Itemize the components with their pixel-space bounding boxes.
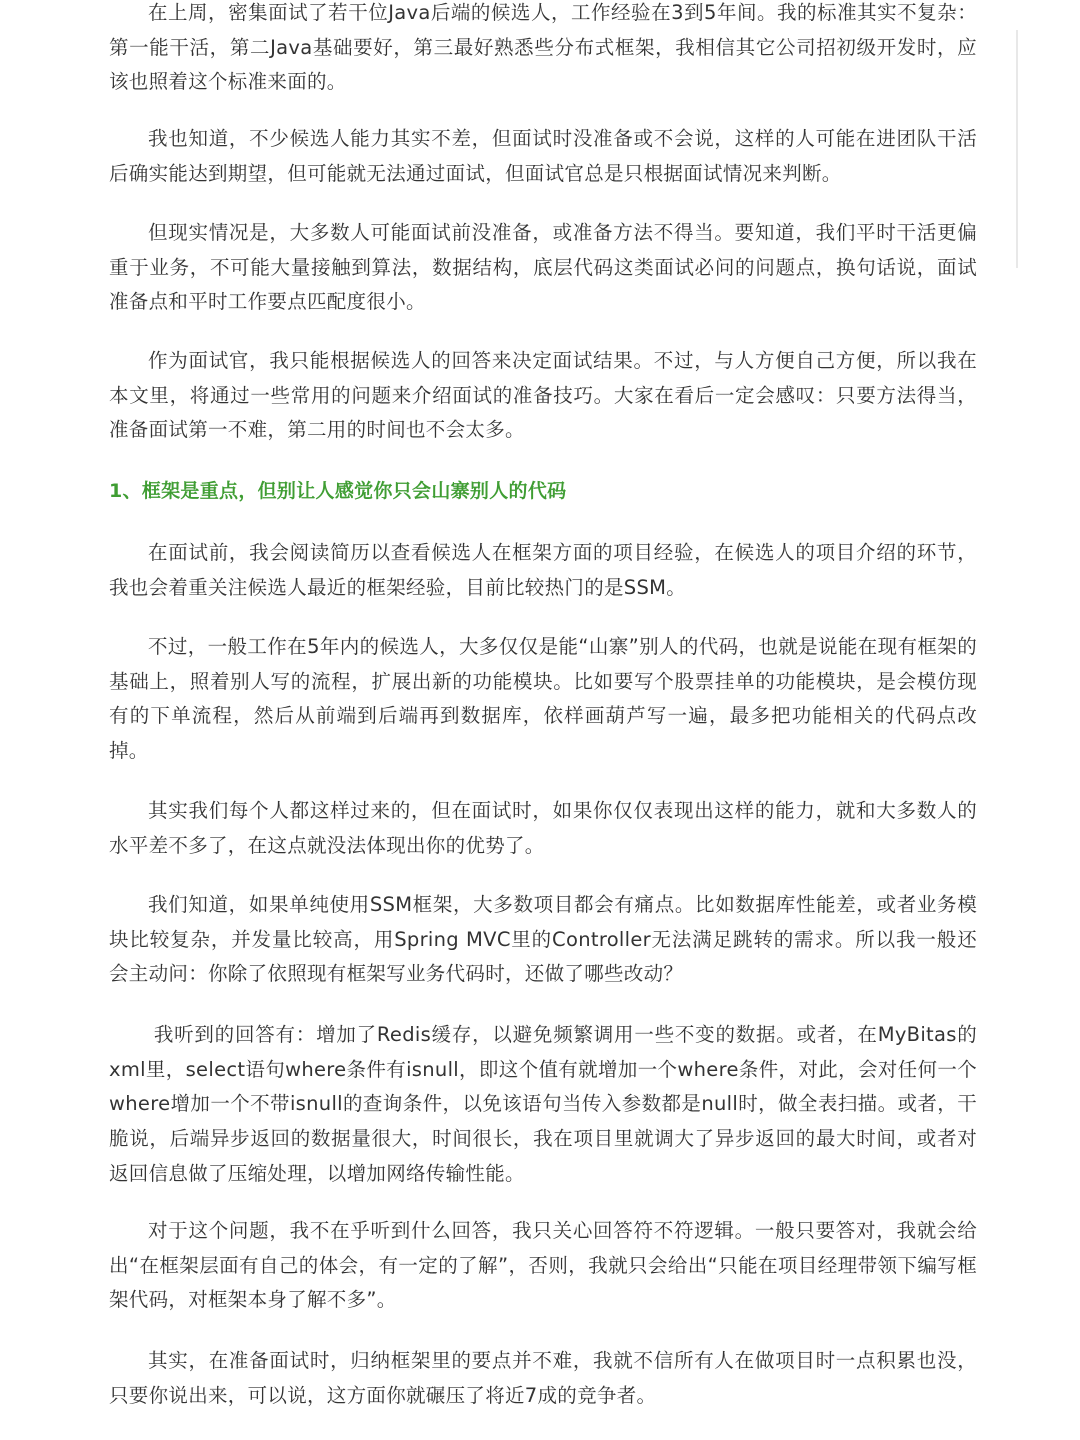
paragraph-reality: 但现实情况是，大多数人可能面试前没准备，或准备方法不得当。要知道，我们平时干活更偏重于业务，不可能大量接触到算法，数据结构，底层代码这类面试必问的问题点，换句话说，面试准备点和平时工作要点匹配度很小。 <box>109 221 977 314</box>
paragraph-resume: 在面试前，我会阅读简历以查看候选人在框架方面的项目经验，在候选人的项目介绍的环节，我也会着重关注候选人最近的框架经验，目前比较热门的是SSM。 <box>109 541 977 599</box>
paragraph-intro: 在上周，密集面试了若干位Java后端的候选人，工作经验在3到5年间。我的标准其实不复杂：第一能干活，第二Java基础要好，第三最好熟悉些分布式框架，我相信其它公司招初级开发时，应该也照着这个标准来面的。 <box>109 1 977 94</box>
paragraph-everyone: 其实我们每个人都这样过来的，但在面试时，如果你仅仅表现出这样的能力，就和大多数人的水平差不多了，在这点就没法体现出你的优势了。 <box>109 799 977 857</box>
paragraph-answers: 我听到的回答有：增加了Redis缓存，以避免频繁调用一些不变的数据。或者，在MyBitas的xml里，select语句where条件有isnull，即这个值有就增加一个where条件，对此，会对任何一个where增加一个不带isnull的查询条件，以免该语句当传入参数都是null时，做全表扫描。或者，干脆说，后端异步返回的数据量很大，时间很长，我在项目里就调大了异步返回的最大时间，或者对返回信息做了压缩处理，以增加网络传输性能。 <box>109 1023 977 1185</box>
section-heading-frameworks: 1、框架是重点，但别让人感觉你只会山寨别人的代码 <box>109 480 567 502</box>
paragraph-conclusion: 其实，在准备面试时，归纳框架里的要点并不难，我就不信所有人在做项目时一点积累也没，只要你说出来，可以说，这方面你就碾压了将近7成的竞争者。 <box>109 1349 977 1407</box>
scrollbar-track[interactable] <box>1016 30 1018 268</box>
paragraph-ssm-pain-points: 我们知道，如果单纯使用SSM框架，大多数项目都会有痛点。比如数据库性能差，或者业务模块比较复杂，并发量比较高，用Spring MVC里的Controller无法满足跳转的需求。所以我一般还会主动问：你除了依照现有框架写业务代码时，还做了哪些改动？ <box>109 893 977 986</box>
paragraph-copycat: 不过，一般工作在5年内的候选人，大多仅仅是能“山寨”别人的代码，也就是说能在现有框架的基础上，照着别人写的流程，扩展出新的功能模块。比如要写个股票挂单的功能模块，是会模仿现有的下单流程，然后从前端到后端再到数据库，依样画葫芦写一遍，最多把功能相关的代码点改掉。 <box>109 635 977 763</box>
paragraph-interviewer: 作为面试官，我只能根据候选人的回答来决定面试结果。不过，与人方便自己方便，所以我在本文里，将通过一些常用的问题来介绍面试的准备技巧。大家在看后一定会感叹：只要方法得当，准备面试第一不难，第二用的时间也不会太多。 <box>109 349 977 442</box>
paragraph-logic: 对于这个问题，我不在乎听到什么回答，我只关心回答符不符逻辑。一般只要答对，我就会给出“在框架层面有自己的体会，有一定的了解”，否则，我就只会给出“只能在项目经理带领下编写框架代码，对框架本身了解不多”。 <box>109 1219 977 1312</box>
paragraph-candidates: 我也知道，不少候选人能力其实不差，但面试时没准备或不会说，这样的人可能在进团队干活后确实能达到期望，但可能就无法通过面试，但面试官总是只根据面试情况来判断。 <box>109 127 977 185</box>
